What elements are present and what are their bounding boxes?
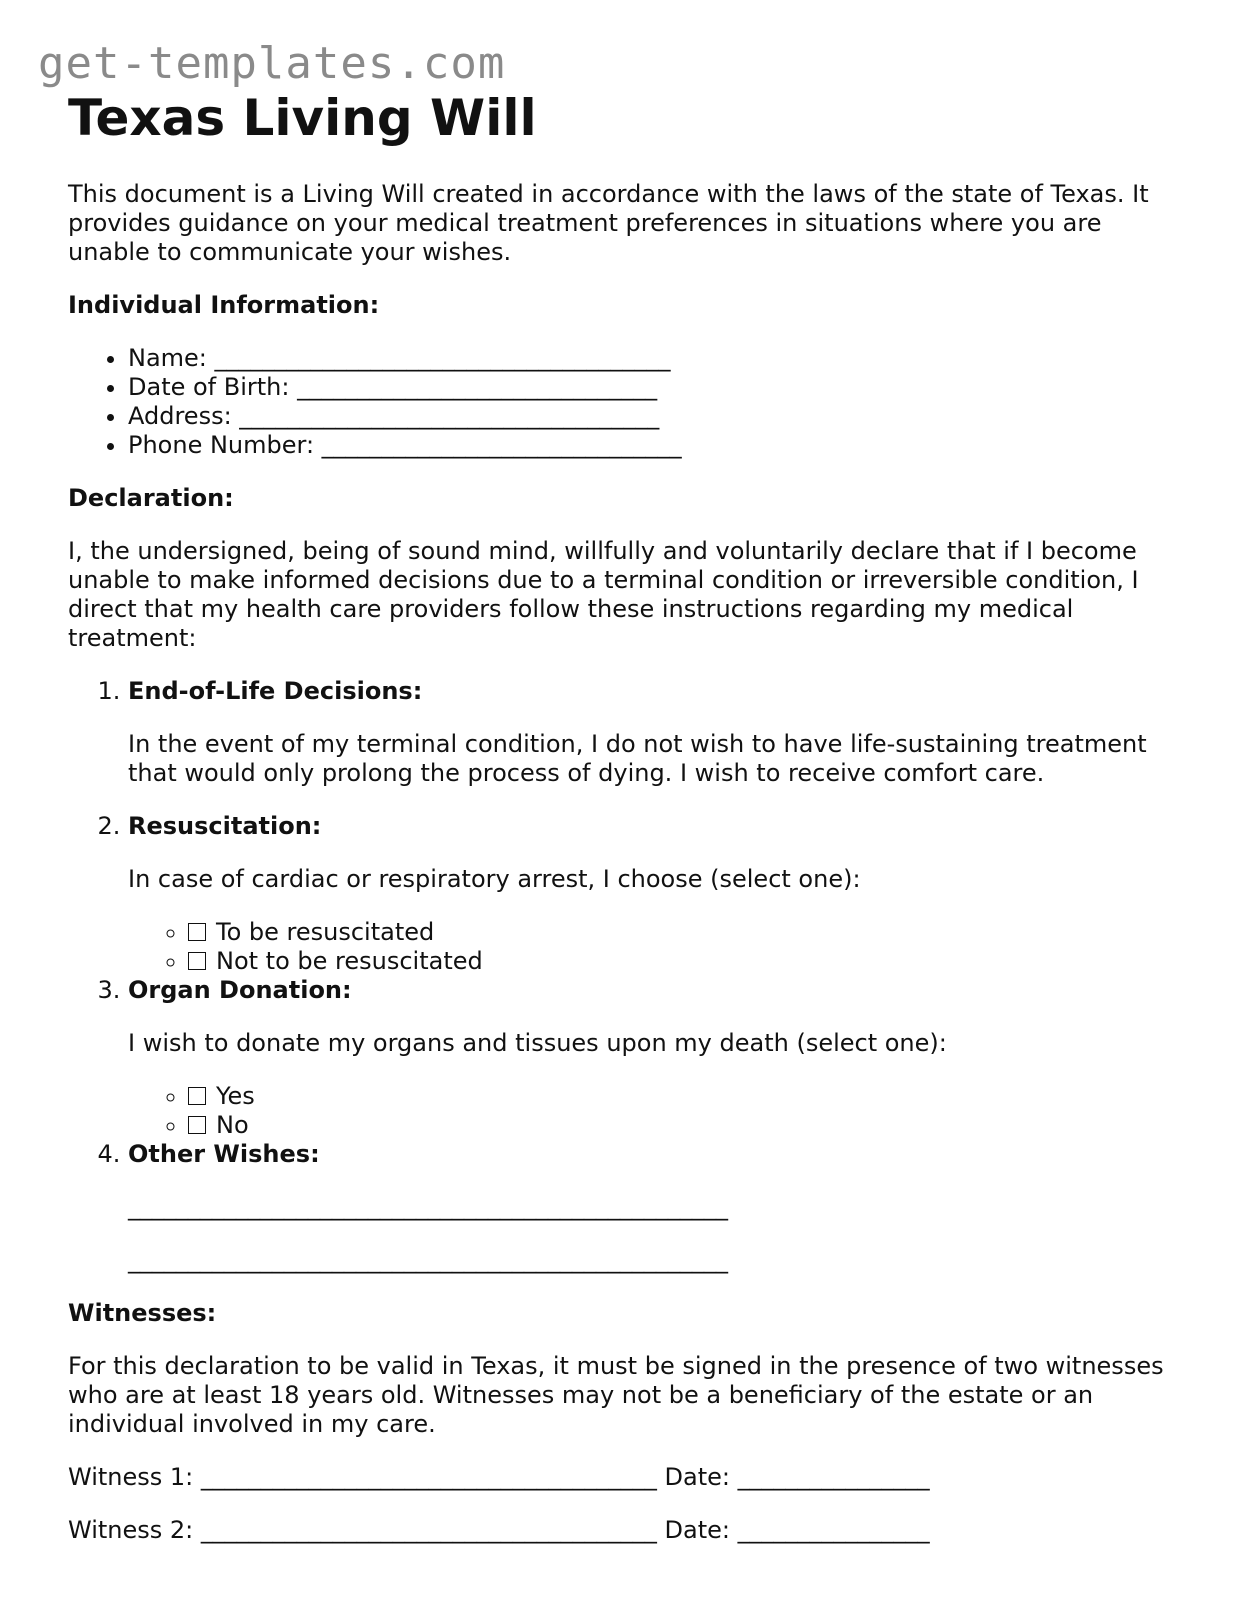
- instructions-list: [68, 677, 1188, 1275]
- option-no[interactable]: [188, 1111, 1188, 1140]
- list-item-other-wishes: [128, 1140, 1188, 1275]
- name-field[interactable]: • Name: ______________________________________: [128, 344, 1188, 373]
- other-wishes-title: 4. Other Wishes:: [128, 1140, 320, 1168]
- organ-donation-title: 3. Organ Donation:: [128, 976, 352, 1004]
- end-of-life-text: In the event of my terminal condition, I do not wish to have life-sustaining treatment that would only prolong the process of dying. I wish to receive comfort care.: [128, 730, 1147, 787]
- option-not-resuscitate[interactable]: [188, 947, 1188, 976]
- intro-paragraph: This document is a Living Will created in accordance with the laws of the state of Texas. It provides guidance on your medical treatment preferences in situations where you are unable to communicate your wishes.: [68, 180, 1149, 266]
- individual-info-list: [68, 344, 1188, 460]
- phone-number-field[interactable]: • Phone Number: ______________________________: [128, 431, 1188, 460]
- witness-1-row[interactable]: Witness 1: ______________________________________ Date: ________________: [68, 1463, 930, 1491]
- date-of-birth-field[interactable]: • Date of Birth: ______________________________: [128, 373, 1188, 402]
- list-item-resuscitation: [128, 812, 1188, 976]
- option-resuscitate[interactable]: [188, 918, 1188, 947]
- declaration-paragraph: I, the undersigned, being of sound mind, willfully and voluntarily declare that if I become unable to make informed decisions due to a terminal condition or irreversible condition, I direct that my health care providers follow these instructions regarding my medical treatment:: [68, 537, 1139, 652]
- option-label: Yes: [216, 1082, 255, 1110]
- option-label: To be resuscitated: [216, 918, 435, 946]
- resuscitation-title: 2. Resuscitation:: [128, 812, 322, 840]
- option-yes[interactable]: [188, 1082, 1188, 1111]
- address-field[interactable]: • Address: ___________________________________: [128, 402, 1188, 431]
- checkbox-icon[interactable]: [188, 923, 206, 941]
- organ-donation-options: [128, 1082, 1188, 1140]
- individual-info-heading: Individual Information:: [68, 291, 380, 319]
- resuscitation-options: [128, 918, 1188, 976]
- resuscitation-text: In case of cardiac or respiratory arrest, I choose (select one):: [128, 865, 861, 893]
- checkbox-icon[interactable]: [188, 952, 206, 970]
- declaration-heading: Declaration:: [68, 484, 234, 512]
- other-wishes-line-1[interactable]: __________________________________________________: [128, 1193, 728, 1221]
- end-of-life-title: 1. End-of-Life Decisions:: [128, 677, 423, 705]
- option-label: Not to be resuscitated: [216, 947, 483, 975]
- watermark: get-templates.com: [38, 38, 506, 89]
- witnesses-paragraph: For this declaration to be valid in Texas, it must be signed in the presence of two witnesses who are at least 18 years old. Witnesses may not be a beneficiary of the estate or an individual involved in my care.: [68, 1352, 1164, 1438]
- document-body: [68, 88, 1188, 1569]
- checkbox-icon[interactable]: [188, 1116, 206, 1134]
- option-label: No: [216, 1111, 249, 1139]
- page-title: Texas Living Will: [68, 89, 537, 147]
- organ-donation-text: I wish to donate my organs and tissues upon my death (select one):: [128, 1029, 947, 1057]
- other-wishes-line-2[interactable]: __________________________________________________: [128, 1246, 728, 1274]
- checkbox-icon[interactable]: [188, 1087, 206, 1105]
- witnesses-heading: Witnesses:: [68, 1299, 217, 1327]
- list-item-end-of-life: [128, 677, 1188, 788]
- witness-2-row[interactable]: Witness 2: ______________________________________ Date: ________________: [68, 1516, 930, 1544]
- list-item-organ-donation: [128, 976, 1188, 1140]
